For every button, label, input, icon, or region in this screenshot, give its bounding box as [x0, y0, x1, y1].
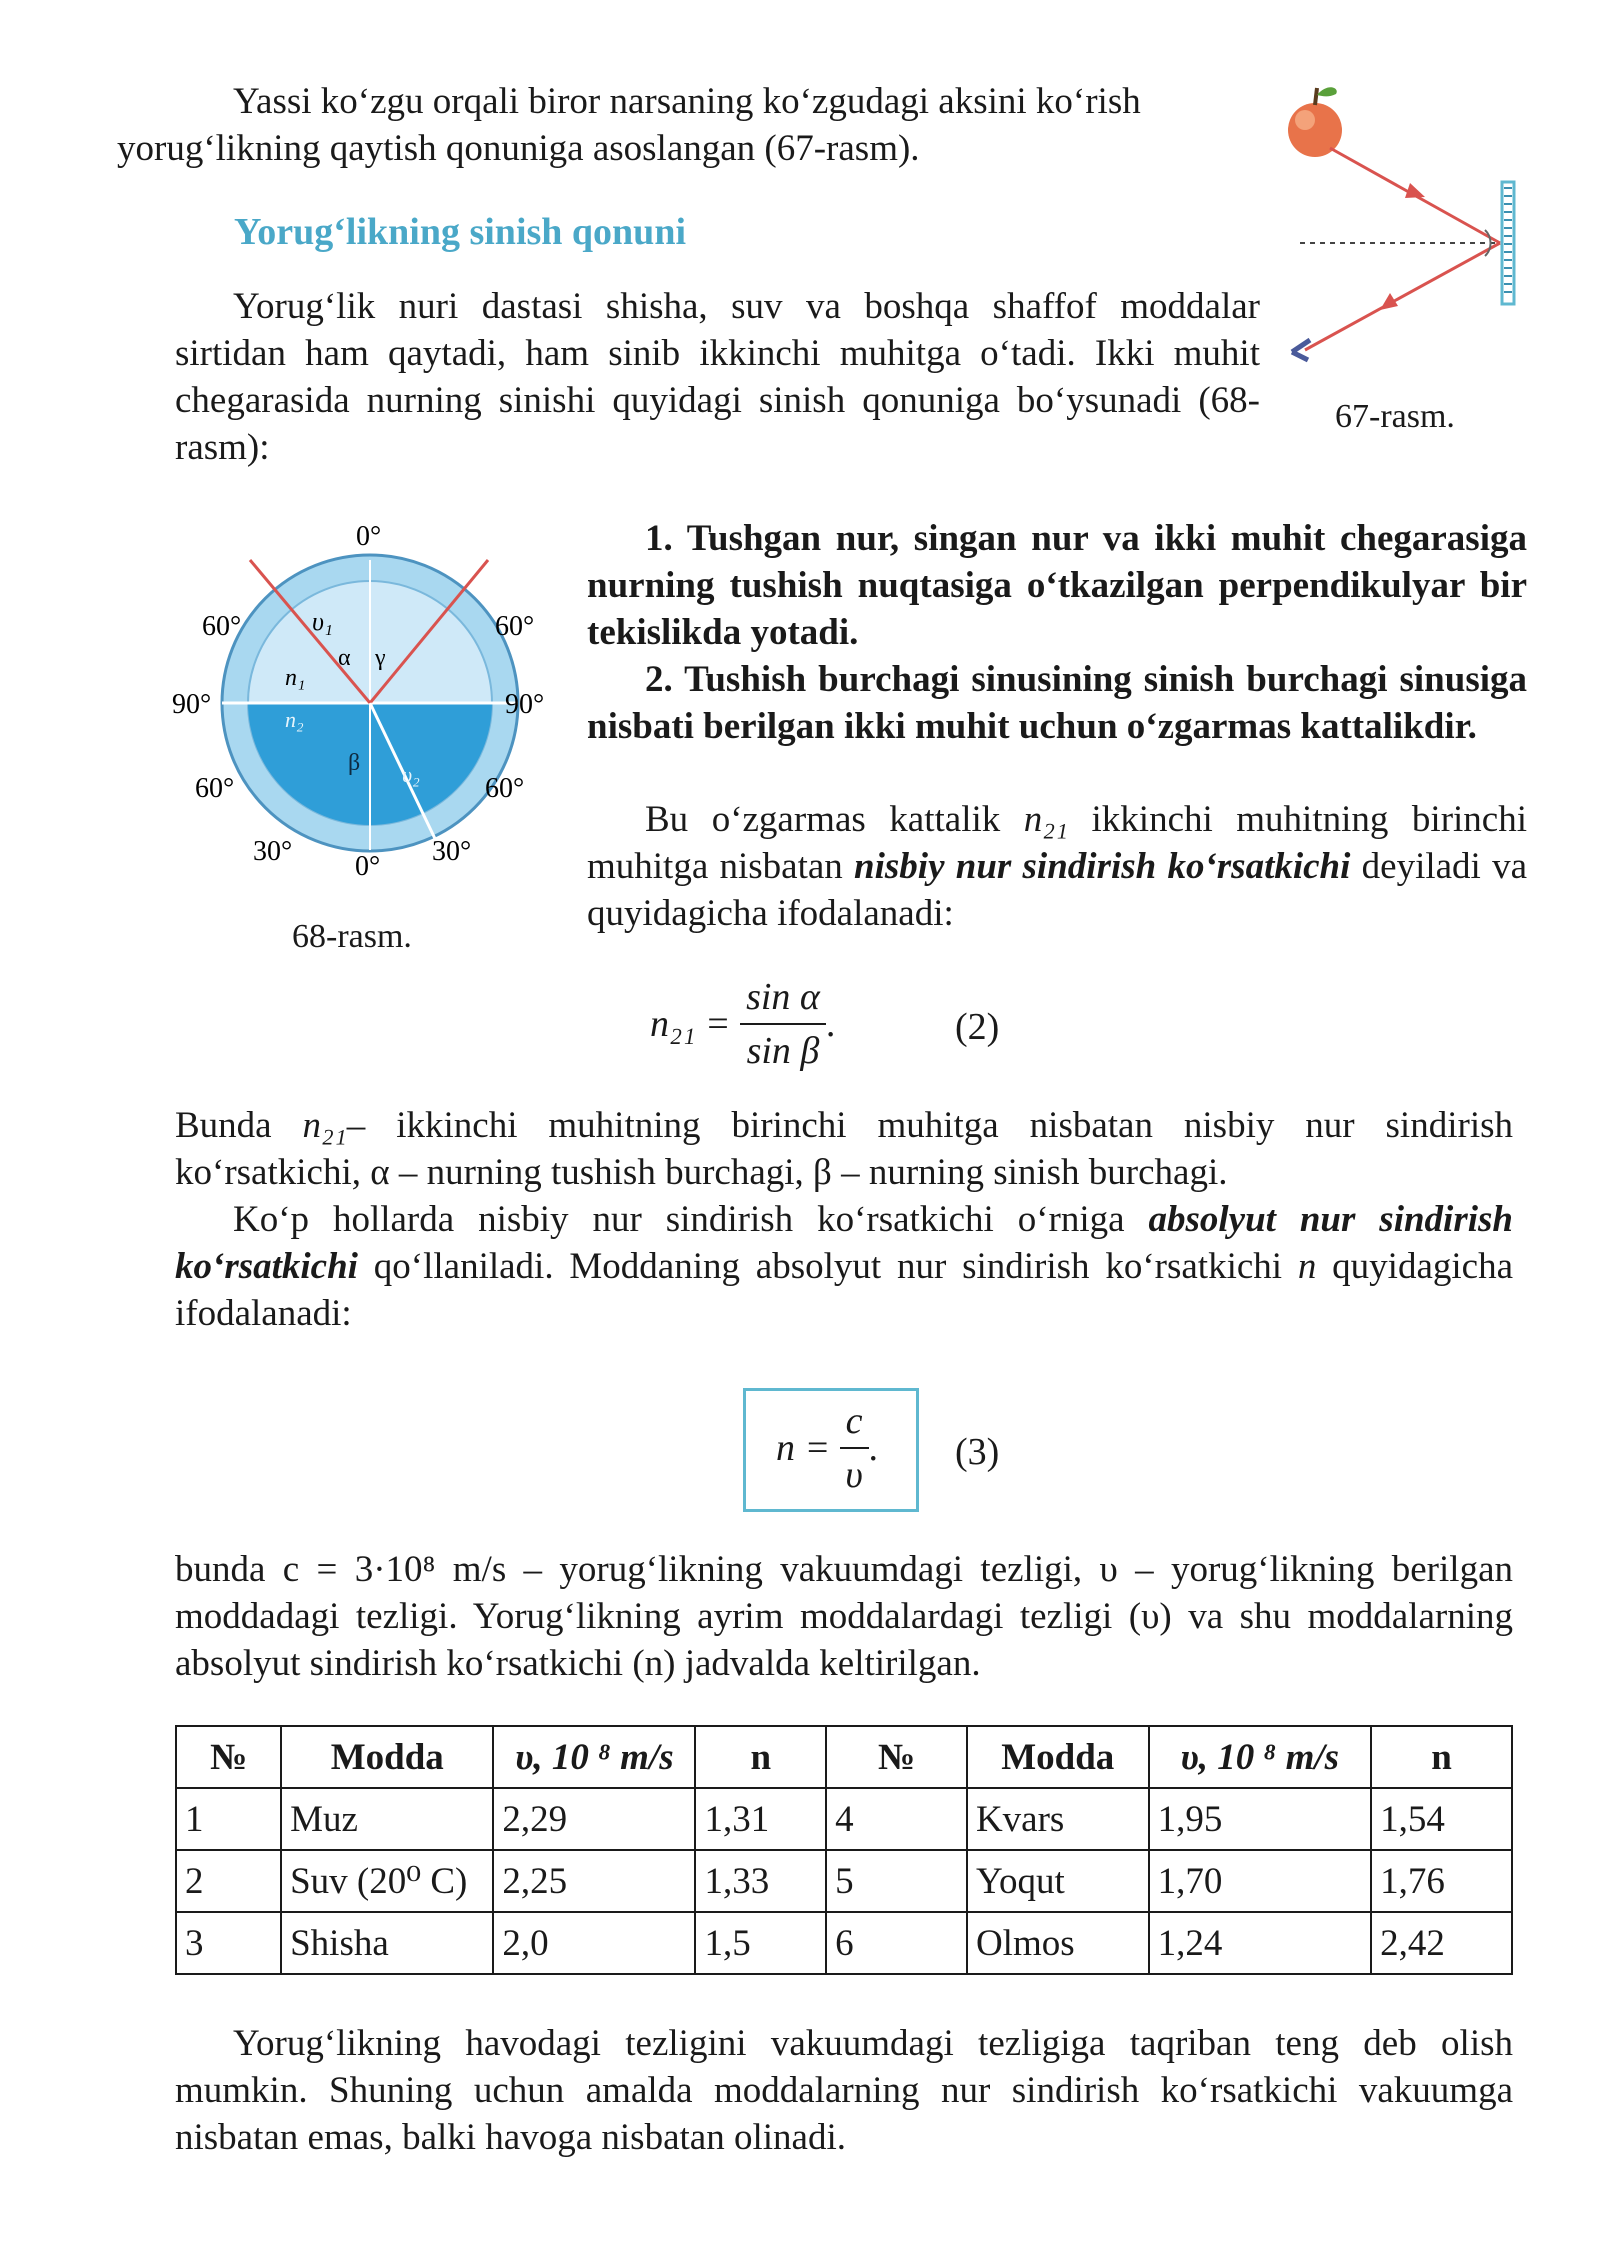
term-absolute-index: absolyut nur sindirish ko‘rsatkichi — [175, 1199, 1513, 1287]
section-heading: Yorug‘likning sinish qonuni — [234, 211, 687, 253]
table-cell: Yoqut — [967, 1850, 1149, 1912]
table-row — [176, 1850, 1512, 1912]
angle-label: 30° — [432, 836, 472, 867]
table-header: υ, 10 ⁸ m/s — [1149, 1726, 1371, 1788]
table-cell: 1,31 — [695, 1788, 826, 1850]
refractive-index-table — [175, 1725, 1513, 1975]
figure-67-caption: 67-rasm. — [1335, 398, 1455, 435]
figure-67-mirror-diagram — [1270, 60, 1540, 380]
ray-arrow-icon — [1405, 183, 1425, 198]
figure-68-caption: 68-rasm. — [292, 918, 412, 955]
label-alpha: α — [338, 645, 351, 671]
angle-label: 60° — [495, 611, 535, 642]
table-cell: 1,33 — [695, 1850, 826, 1912]
formula-2-lhs: n₂₁ = — [650, 1003, 731, 1045]
angle-label: 30° — [253, 836, 293, 867]
table-cell: 1,95 — [1149, 1788, 1371, 1850]
intro-line-2: yorug‘likning qaytish qonuniga asoslangan (67-rasm). — [117, 128, 920, 169]
table-header: № — [176, 1726, 281, 1788]
table-cell: 2,29 — [493, 1788, 695, 1850]
table-row — [176, 1912, 1512, 1974]
paragraph-speed-definition: bunda c = 3·10⁸ m/s – yorug‘likning vakuumdagi tezligi, υ – yorug‘likning berilgan moddadagi tezligi. Yorug‘likning ayrim moddalardagi tezligi (υ) va shu moddalarning absolyut sindirish ko‘rsatkichi (n) jadvalda keltirilgan. — [175, 1549, 1513, 1684]
table-header: n — [695, 1726, 826, 1788]
angle-label: 60° — [195, 773, 235, 804]
table-cell: 1,24 — [1149, 1912, 1371, 1974]
angle-label: 60° — [202, 611, 242, 642]
table-cell: 2 — [176, 1850, 281, 1912]
table-cell: 5 — [826, 1850, 967, 1912]
formula-2-numerator: sin α — [740, 975, 826, 1025]
law-explanation: Bu o‘zgarmas kattalik n₂₁ ikkinchi muhitning birinchi muhitga nisbatan nisbiy nur sindirish ko‘rsatkichi deyiladi va quyidagicha ifodalanadi: — [587, 799, 1527, 934]
table-cell: Muz — [281, 1788, 493, 1850]
table-cell: 4 — [826, 1788, 967, 1850]
label-beta: β — [348, 750, 361, 776]
table-cell: 2,25 — [493, 1850, 695, 1912]
table-header: № — [826, 1726, 967, 1788]
table-header: n — [1371, 1726, 1512, 1788]
table-cell: 1,5 — [695, 1912, 826, 1974]
angle-label: 0° — [355, 851, 381, 882]
paragraph-refraction-intro: Yorug‘lik nuri dastasi shisha, suv va boshqa shaffof moddalar sirtidan ham qaytadi, ham sinib ikkinchi muhitga o‘tadi. Ikki muhit chegarasida nurning sinishi quyidagi sinish qonuniga bo‘ysunadi (68-rasm): — [175, 286, 1260, 468]
table-cell: Shisha — [281, 1912, 493, 1974]
table-cell: 1 — [176, 1788, 281, 1850]
paragraph-absolute-index: Ko‘p hollarda nisbiy nur sindirish ko‘rsatkichi o‘rniga absolyut nur sindirish ko‘rsatkichi qo‘llaniladi. Moddaning absolyut nur sindirish ko‘rsatkichi n quyidagicha ifodalanadi: — [175, 1199, 1514, 1334]
table-cell: 3 — [176, 1912, 281, 1974]
table-header-row — [176, 1726, 1512, 1788]
angle-label: 0° — [356, 521, 382, 552]
label-v1: υ₁ — [312, 607, 333, 636]
intro-paragraph — [117, 78, 1260, 172]
table-cell: Kvars — [967, 1788, 1149, 1850]
angle-label: 90° — [172, 689, 212, 720]
formula-3-box — [743, 1388, 919, 1512]
formula-3-lhs: n = — [776, 1427, 831, 1469]
angle-label: 90° — [505, 689, 545, 720]
formula-2-number: (2) — [955, 1006, 1000, 1048]
label-v2: υ₂ — [402, 762, 420, 787]
formula-3-denominator: υ — [845, 1454, 863, 1496]
table-cell: 2,42 — [1371, 1912, 1512, 1974]
law-item-2: 2. Tushish burchagi sinusining sinish burchagi sinusiga nisbati berilgan ikki muhit uchun o‘zgarmas kattalikdir. — [587, 659, 1527, 747]
table-cell: 6 — [826, 1912, 967, 1974]
table-header: υ, 10 ⁸ m/s — [493, 1726, 695, 1788]
formula-3-number: (3) — [955, 1431, 1000, 1473]
paragraph-definitions: Bunda n₂₁– ikkinchi muhitning birinchi muhitga nisbatan nisbiy nur sindirish ko‘rsatkichi, α – nurning tushish burchagi, β – nurning sinish burchagi. — [175, 1105, 1513, 1193]
table-cell: 1,54 — [1371, 1788, 1512, 1850]
formula-2-fraction — [740, 975, 826, 1073]
law-item-1: 1. Tushgan nur, singan nur va ikki muhit chegarasiga nurning tushish nuqtasiga o‘tkazilgan perpendikulyar bir tekislikda yotadi. — [587, 518, 1527, 653]
angle-label: 60° — [485, 773, 525, 804]
table-cell: 2,0 — [493, 1912, 695, 1974]
formula-3: n = $\frac{c}{\upsilon}$ . — [776, 1400, 879, 1496]
table-cell: Olmos — [967, 1912, 1149, 1974]
table-cell: 1,76 — [1371, 1850, 1512, 1912]
formula-3-numerator: c — [840, 1399, 869, 1449]
label-n1: n₁ — [285, 665, 306, 691]
table-cell: 1,70 — [1149, 1850, 1371, 1912]
label-n2: n₂ — [285, 707, 304, 732]
intro-line-1: Yassi ko‘zgu orqali biror narsaning ko‘zgudagi aksini ko‘rish — [233, 81, 1141, 122]
formula-3-fraction — [840, 1399, 869, 1497]
formula-2-denominator: sin β — [746, 1030, 820, 1072]
paragraph-air-vs-vacuum: Yorug‘likning havodagi tezligini vakuumdagi tezligiga taqriban teng deb olish mumkin. Shuning uchun amalda moddalarning nur sindirish ko‘rsatkichi vakuumga nisbatan emas, balki havoga nisbatan olinadi. — [175, 2023, 1513, 2158]
apple-icon — [1288, 87, 1342, 157]
mirror — [1502, 182, 1514, 304]
term-relative-index: nisbiy nur sindirish ko‘rsatkichi — [854, 846, 1351, 887]
table-row — [176, 1788, 1512, 1850]
table-cell: Suv (20⁰ C) — [281, 1850, 493, 1912]
table-header: Modda — [281, 1726, 493, 1788]
table-header: Modda — [967, 1726, 1149, 1788]
symbol-n21: n₂₁ — [1023, 799, 1068, 840]
reflected-ray — [1305, 243, 1500, 350]
formula-2: n₂₁ = $\frac{\text{sin α}}{\text{sin β}}$ . — [650, 976, 836, 1072]
figure-68-refraction-diagram — [160, 520, 580, 900]
label-gamma: γ — [375, 645, 386, 671]
